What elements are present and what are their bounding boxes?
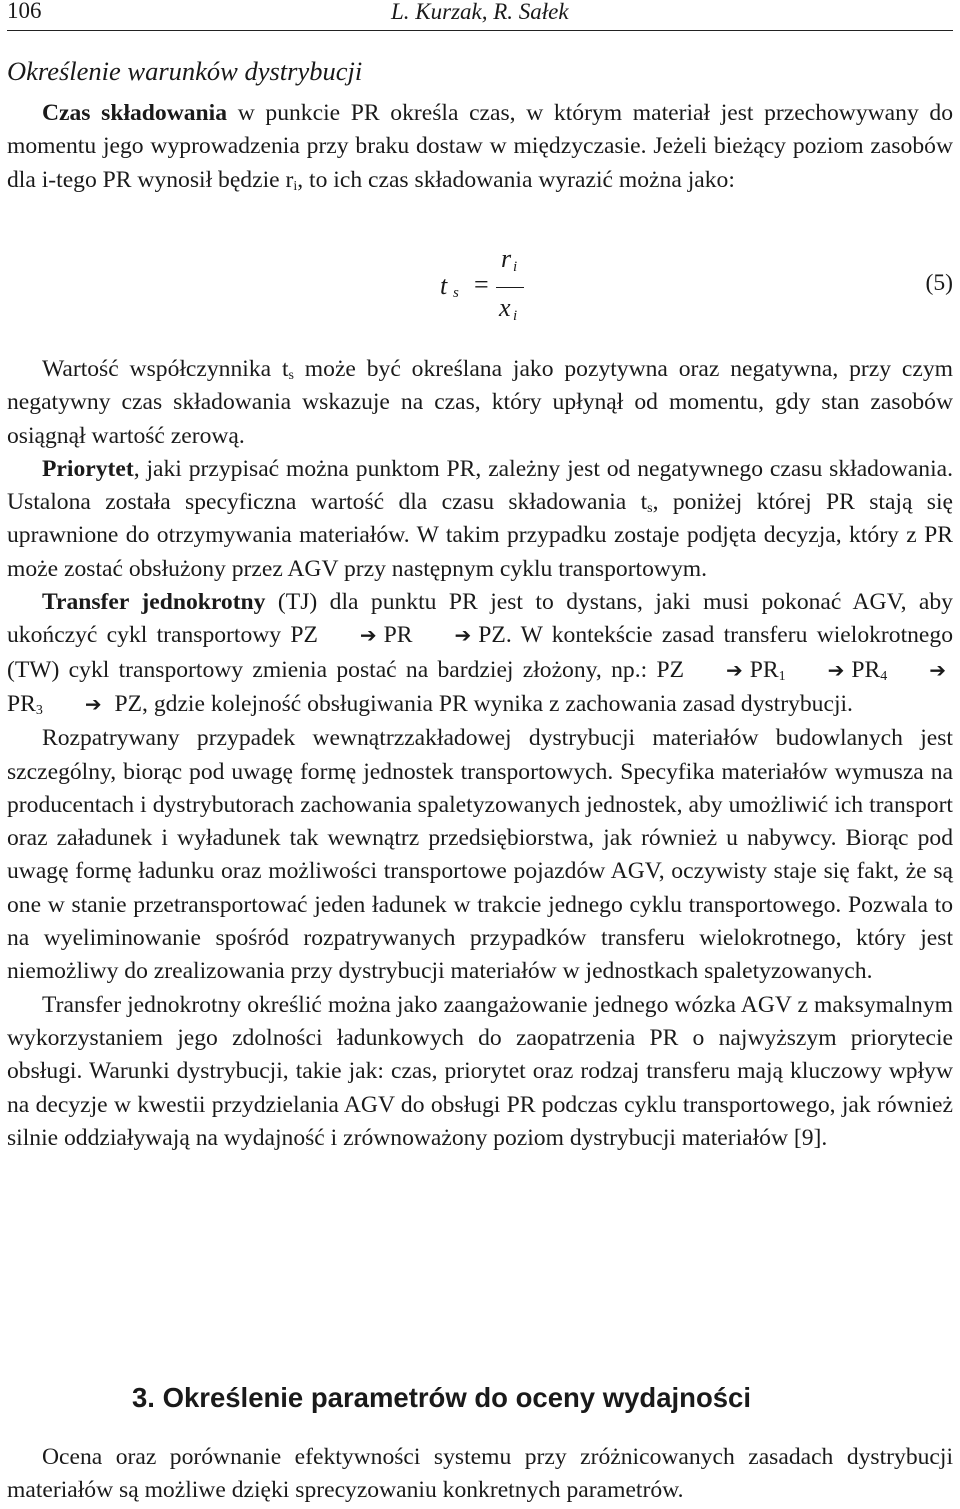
subsection-heading: Określenie warunków dystrybucji bbox=[7, 56, 363, 86]
fraction-bar bbox=[496, 287, 524, 288]
page-header bbox=[7, 0, 953, 31]
paragraph-single-transfer: Transfer jednokrotny (TJ) dla punktu PR jest to dystans, jaki musi pokonać AGV, aby ukończyć cykl transportowy PZ ➔ PR ➔ PZ. W kontekście zasad transferu wielokrotnego (TW) cykl transportowy zmienia postać na bardziej złożony, np.: PZ ➔ $PR_1$ ➔ $PR_4$ $➔PR_3$ ➔ PZ, gdzie kolejność obsługiwania PR wynika z zachowania zasad dystrybucji. bbox=[7, 586, 953, 722]
arrow-icon: ➔ bbox=[929, 659, 946, 682]
paragraph-definition: Transfer jednokrotny określić można jako zaangażowanie jednego wózka AGV z maksymalnym wykorzystaniem jego zdolności ładunkowych do zaopatrzenia PR o najwyższym priorytecie obsługi. Warunki dystrybucji, takie jak: czas, priorytet oraz rodzaj transferu mają kluczowy wpływ na decyzje w kwestii przydzielania AGV do obsługi PR podczas cyklu transportowego, jak również silnie oddziaływają na wydajność i zrównoważony poziom dystrybucji materiałów [9]. bbox=[7, 991, 953, 1151]
paragraph-priority: Priorytet, jaki przypisać można punktom PR, zależny jest od negatywnego czasu składowania. Ustalona została specyficzna wartość dla czasu składowania $t_s$, poniżej której PR stają się uprawnione do otrzymywania materiałów. W takim przypadku zostaje podjęta decyzja, który z PR może zostać obsłużony przez AGV przy następnym cyklu transportowym. bbox=[7, 455, 953, 582]
equation-number: (5) bbox=[925, 270, 953, 296]
term-storage-time: Czas składowania bbox=[42, 100, 228, 126]
section-heading: 3. Określenie parametrów do oceny wydajności bbox=[132, 1382, 751, 1413]
term-single-transfer: Transfer jednokrotny bbox=[42, 589, 266, 616]
page-number: 106 bbox=[7, 0, 42, 23]
arrow-icon: ➔ bbox=[84, 693, 102, 716]
paragraph-evaluation: Ocena oraz porównanie efektywności systemu przy zróżnicowanych zasadach dystrybucji materiałów są możliwe dzięki sprecyzowaniu konkretnych parametrów. bbox=[7, 1444, 953, 1504]
formula-5: t s = r i x i (5) bbox=[440, 244, 953, 324]
paragraph-coefficient: Wartość współczynnika $t_s$ może być określana jako pozytywna oraz negatywna, przy czym negatywny czas składowania wskazuje na czas, który upłynął od momentu, gdy stan zasobów osiągnął wartość zerową. bbox=[7, 356, 954, 449]
term-priority: Priorytet bbox=[42, 455, 134, 482]
main-body bbox=[7, 353, 953, 1155]
arrow-icon: ➔ bbox=[454, 625, 472, 648]
paragraph-storage-time: Czas składowania w punkcie PR określa czas, w którym materiał jest przechowywany do momentu jego wyprowadzenia przy braku dostaw w międzyczasie. Jeżeli bieżący poziom zasobów dla i-tego PR wynosił będzie $r_i$, to ich czas składowania wyrazić można jako: bbox=[7, 100, 953, 194]
paragraph-case: Rozpatrywany przypadek wewnątrzzakładowej dystrybucji materiałów budowlanych jest szczególny, biorąc pod uwagę formę jednostek transportowych. Specyfika materiałów wymusza na producentach i dystrybutorach zachowania spaletyzowanych jednostek, aby umożliwić ich transport oraz załadunek i wyładunek tak wewnątrz przedsiębiorstwa, jak również u nabywcy. Biorąc pod uwagę formę ładunku oraz możliwości transportowe pojazdów AGV, oczywisty staje się fakt, że są one w stanie przetransportować jeden ładunek w trakcie jednego cyklu transportowego. Pozwala to na wyeliminowanie spośród rozpatrywanych przypadków transferu wielokrotnego, który jest niemożliwy do zrealizowania przy dystrybucji materiałów w jednostkach spaletyzowanych. bbox=[7, 725, 953, 985]
arrow-icon: ➔ bbox=[359, 625, 377, 648]
arrow-icon: ➔ bbox=[725, 659, 743, 682]
running-head-authors: L. Kurzak, R. Sałek bbox=[391, 0, 569, 24]
arrow-icon: ➔ bbox=[827, 659, 845, 682]
